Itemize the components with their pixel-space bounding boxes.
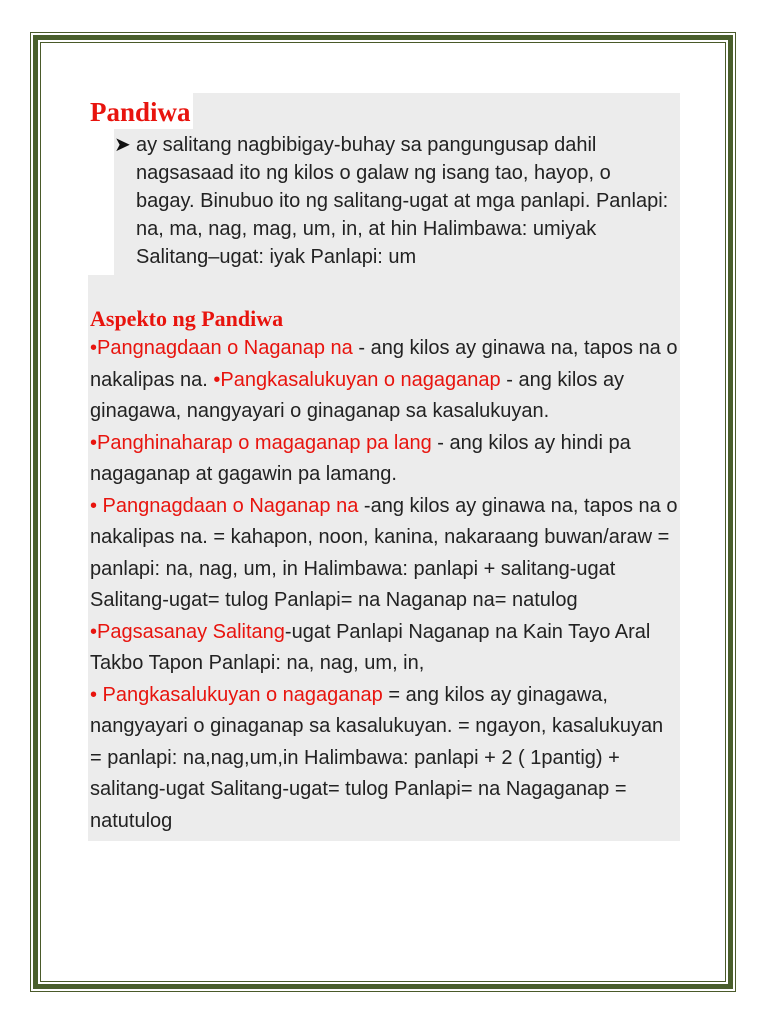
term-panghinaharap: •Panghinaharap o magaganap pa lang: [90, 431, 432, 454]
term-pangkasalukuyan: •Pangkasalukuyan o nagaganap: [213, 368, 501, 391]
page-title: Pandiwa: [88, 93, 193, 129]
definition-text: ay salitang nagbibigay-buhay sa pangungusap dahil nagsasaad ito ng kilos o galaw ng isang tao, hayop, o bagay. Binubuo ito ng salitang-ugat at mga panlapi. Panlapi: na, ma, nag, mag, um, in, at hin Halimbawa: umiyak Salitang–ugat: iyak Panlapi: um: [136, 134, 669, 268]
paragraph-pangkasalukuyan-detail: [88, 680, 680, 838]
term-panghinaharap-definition: - ang kilos ay hindi pa nagaganap at gagawin pa lamang.: [90, 431, 631, 485]
term-pangkasalukuyan-definition: - ang kilos ay ginagawa, nangyayari o ginaganap sa kasalukuyan.: [90, 368, 625, 422]
definition-gutter: [88, 129, 114, 275]
term-pangnagdaan: •Pangnagdaan o Naganap na: [90, 337, 353, 359]
paragraph-panghinaharap: [88, 428, 680, 491]
content-bottom-padding: [88, 837, 680, 841]
paragraph-pagsasanay: [88, 617, 680, 680]
term-pagsasanay: •Pagsasanay Salitang: [90, 620, 285, 643]
term-pangkasalukuyan-detail-text: = ang kilos ay ginagawa, nangyayari o ginaganap sa kasalukuyan. = ngayon, kasalukuyan = panlapi: na,nag,um,in Halimbawa: panlapi + 2 ( 1pantig) + salitang-ugat Salitang-ugat= tulog Panlapi= na Nagaganap = natutulog: [90, 683, 664, 832]
definition-block: [88, 129, 680, 275]
term-pangnagdaan-detail: • Pangnagdaan o Naganap na: [90, 494, 359, 517]
section-title: Aspekto ng Pandiwa: [90, 306, 284, 331]
term-pangnagdaan-definition: - ang kilos ay ginawa na, tapos na o nakalipas na.: [90, 337, 678, 391]
term-pangnagdaan-detail-text: -ang kilos ay ginawa na, tapos na o nakalipas na. = kahapon, noon, kanina, nakaraang buwan/araw = panlapi: na, nag, um, in Halimbawa: panlapi + salitang-ugat Salitang-ugat= tulog Panlapi= na Naganap na= natulog: [90, 494, 678, 611]
document-body: [88, 93, 680, 841]
term-pangkasalukuyan-detail: • Pangkasalukuyan o nagaganap: [90, 683, 383, 706]
term-pagsasanay-text: -ugat Panlapi Naganap na Kain Tayo Aral Takbo Tapon Panlapi: na, nag, um, in,: [90, 620, 651, 674]
paragraph-pangnagdaan-pangkasalukuyan: [88, 333, 680, 428]
arrow-bullet-icon: ➤: [114, 134, 131, 156]
paragraph-pangnagdaan-detail: [88, 491, 680, 617]
